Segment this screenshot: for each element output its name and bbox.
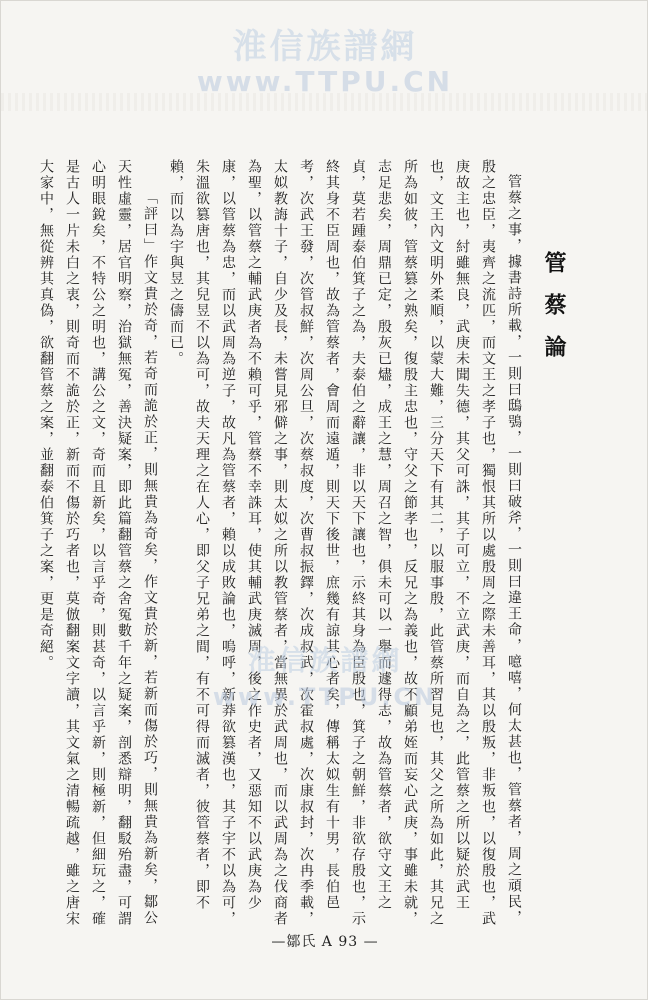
watermark-top-url: www.TTPU.CN <box>196 65 454 98</box>
watermark-middle-url: www.TTPU.CN <box>212 683 438 711</box>
watermark-middle-chinese: 淮信族譜網 <box>247 644 403 677</box>
article-title: 管蔡論 <box>541 251 567 377</box>
article-paragraph-main: 管蔡之事，據書詩所載，一則曰鴟鴞，一則曰破斧，一則曰違王命，噫嘻，何太甚也，管蔡者，周之頑民，殷之忠臣，夷齊之流匹，而文王之孝子也，獨恨其所以處殷周之際未善耳，其以殷叛，非叛也，以復殷也，武庚故主也，紂雖無良，武庚未聞失德，其父可誅，其子可立，不立武庚，而自為之，此管蔡之所以疑於武王也，文王內文明外柔順，以蒙大難，三分天下有其二，以服事殷，此管蔡所習見也，其父之所為如此，其兄之所為如彼，管蔡篡之熟矣，復殷主忠也，守父之節孝也，反兄之為義也，故不顧弟姪而妄心武庚，事雖未就，志足悲矣，周鼎已定，殷灰已燼，成王之慧，周召之智，俱未可以一舉而遽得志，故為管蔡者，欲守文王之貞，莫若踵泰伯箕子之為，夫泰伯之辭讓，非以天下讓也，示終其身為臣殷也，箕子之朝鮮，非欲存殷也，示終其身不臣周也，故為管蔡者，會周而遠遁，則天下後世，庶幾有諒其心者矣，傳稱太姒生有十男，長伯邑考，次武王發，次管叔鮮，次周公旦，次蔡叔度，次曹叔振鐸，次成叔武，次霍叔處，次康叔封，次冉季載，太姒教誨十子，自少及長，未嘗見邪僻之事，則太姒之所以教管蔡者，當無異於武周也，而以武周為之伐商者為聖，以管蔡之輔武庚者為不賴可乎，管蔡不幸誅耳，使其輔武庚滅周，後之作史者，又惡知不以武庚為少康，以管蔡為忠，而以武周為逆子，故凡為管蔡者，賴以成敗論也，嗚呼，新莽欲篡漢也，其子宇不以為可，朱溫欲篡唐也，其兒昱不以為可，故夫天理之在人心，即父子兄弟之間，有不可得而滅者，彼管蔡者，即不賴，而以為宇與昱之儔而已。 <box>168 159 522 927</box>
vertical-article <box>38 159 567 939</box>
watermark-top-chinese: 淮信族譜網 <box>232 27 418 67</box>
faint-bleed-through-band <box>1 93 647 111</box>
page-number-footer: —鄒氏 A 93 — <box>271 934 379 950</box>
article-paragraph-commentary: 「評曰」作文貴於奇，若奇而詭於正，則無貴為奇矣，作文貴於新，若新而傷於巧，則無貴為新矣，鄒公天性虛靈，居官明察，治獄無冤，善決疑案，即此篇翻管蔡之舍冤數千年之疑案，剖悉辯明，翻駁殆盡，可謂心明眼銳矣，不特公之明也，講公之文，奇而且新矣，以言乎奇，則甚奇，以言乎新，則極新，但細玩之，確是古人一片未白之衷，則奇而不詭於正，新而不傷於巧者也，莫倣翻案文字讀，其文氣之清暢疏越，雖之唐宋大家中，無從辨其真偽，欲翻管蔡之案，並翻泰伯箕子之案，更是奇絕。 <box>38 159 158 927</box>
